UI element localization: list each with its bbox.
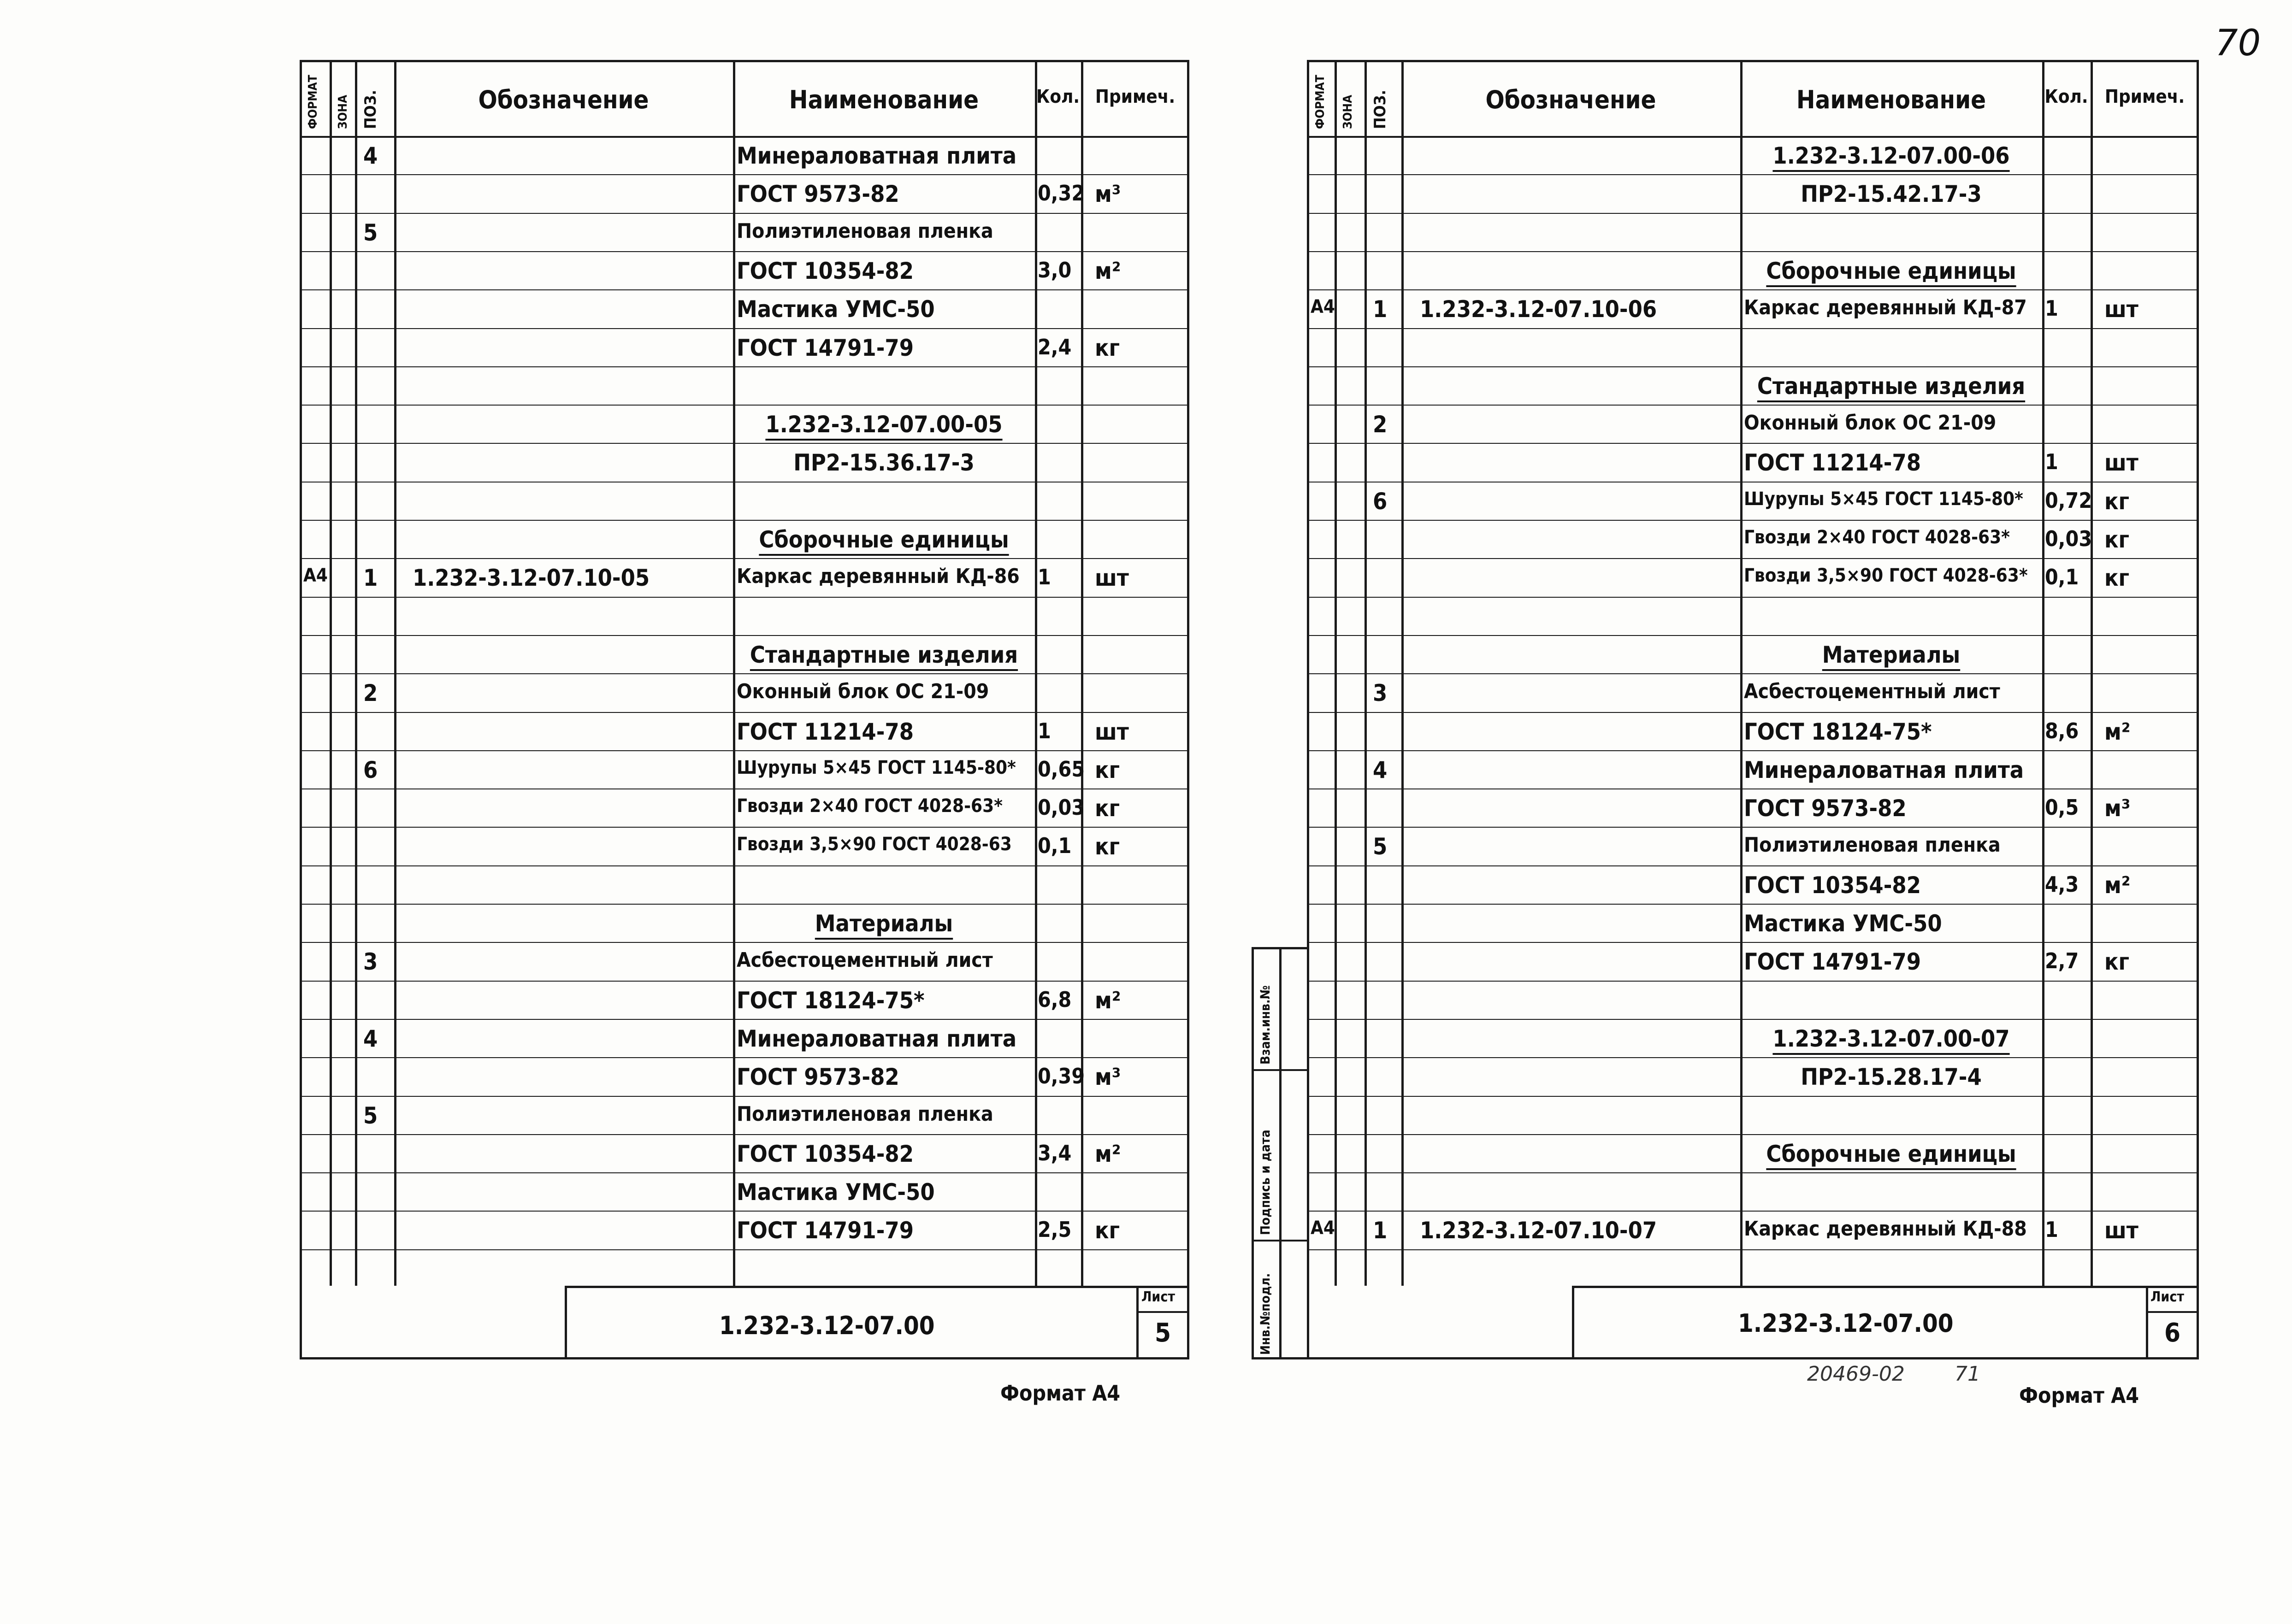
row-name: 1.232-3.12-07.00-05 — [765, 411, 1003, 438]
row-rule — [1307, 520, 2199, 521]
row-name: ГОСТ 18124-75* — [737, 987, 925, 1014]
row-rule — [300, 981, 1189, 982]
row-rule — [1307, 1019, 2199, 1020]
row-rule — [1307, 597, 2199, 598]
row-rule — [300, 1211, 1189, 1212]
row-rule — [1307, 981, 2199, 982]
row-rule — [1307, 443, 2199, 444]
column-rule — [733, 60, 735, 1286]
header-rule — [1307, 136, 2199, 138]
row-rule — [300, 673, 1189, 674]
row-unit: кг — [2104, 948, 2130, 976]
row-quantity: 0,03 — [1038, 795, 1085, 820]
row-quantity: 0,1 — [2045, 565, 2079, 590]
row-unit: шт — [1095, 565, 1129, 592]
row-unit: шт — [2104, 1217, 2138, 1244]
row-name: ГОСТ 10354-82 — [1744, 871, 1921, 899]
row-unit: кг — [1095, 795, 1120, 822]
row-name: Минераловатная плита — [737, 1025, 1017, 1052]
row-quantity: 1 — [2045, 296, 2058, 321]
row-name: Гвозди 2×40 ГОСТ 4028-63* — [1744, 527, 2010, 548]
row-rule — [300, 904, 1189, 905]
row-rule — [1307, 673, 2199, 674]
header-name: Наименование — [789, 85, 979, 114]
row-rule — [1307, 788, 2199, 789]
row-unit: кг — [2104, 565, 2130, 592]
row-quantity: 6,8 — [1038, 987, 1072, 1012]
row-unit: кг — [1095, 1217, 1120, 1244]
handwritten-code: 20469-02 — [1807, 1362, 1905, 1386]
row-rule — [1307, 827, 2199, 828]
row-quantity: 0,65 — [1038, 756, 1085, 782]
row-rule — [1307, 635, 2199, 636]
row-rule — [300, 827, 1189, 828]
row-designation: 1.232-3.12-07.10-06 — [1420, 296, 1657, 323]
row-rule — [1307, 1211, 2199, 1212]
row-rule — [300, 750, 1189, 751]
row-unit: шт — [2104, 449, 2138, 477]
row-name: Гвозди 2×40 ГОСТ 4028-63* — [737, 795, 1003, 817]
row-rule — [300, 289, 1189, 290]
row-rule — [1307, 1172, 2199, 1173]
row-quantity: 2,7 — [2045, 948, 2079, 974]
row-rule — [1307, 1249, 2199, 1250]
row-quantity: 0,39 — [1038, 1064, 1085, 1089]
row-position: 5 — [363, 1102, 378, 1129]
row-quantity: 1 — [2045, 449, 2058, 475]
row-designation: 1.232-3.12-07.10-05 — [413, 565, 650, 592]
column-rule — [355, 60, 357, 1286]
row-unit: кг — [2104, 488, 2130, 515]
header-designation: Обозначение — [1485, 85, 1656, 114]
row-quantity: 1 — [1038, 718, 1051, 743]
column-rule — [1365, 60, 1367, 1286]
row-name: ПР2-15.42.17-3 — [1801, 181, 1982, 208]
row-unit: кг — [1095, 833, 1120, 860]
row-position: 1 — [1373, 1217, 1388, 1244]
column-rule — [1335, 60, 1337, 1286]
row-name: Мастика УМС-50 — [737, 296, 935, 323]
row-name: ГОСТ 10354-82 — [737, 1140, 914, 1167]
header-qty: Кол. — [2044, 86, 2088, 107]
row-position: 4 — [363, 142, 378, 169]
row-name: Оконный блок ОС 21-09 — [737, 680, 989, 704]
row-position: 5 — [363, 219, 378, 246]
row-unit: м² — [1095, 987, 1121, 1014]
row-name: ГОСТ 9573-82 — [737, 1064, 899, 1091]
sheet-number-right: 6 — [2164, 1318, 2181, 1348]
column-rule — [1740, 60, 1743, 1286]
row-name: Сборочные единицы — [1766, 257, 2016, 284]
row-name: ГОСТ 18124-75* — [1744, 718, 1932, 745]
row-quantity: 0,1 — [1038, 833, 1072, 859]
row-rule — [300, 520, 1189, 521]
row-rule — [300, 1172, 1189, 1173]
row-rule — [1307, 289, 2199, 290]
row-quantity: 1 — [2045, 1217, 2058, 1242]
row-unit: м² — [2104, 871, 2131, 899]
row-rule — [300, 213, 1189, 214]
row-name: Минераловатная плита — [1744, 756, 2024, 783]
row-name: Шурупы 5×45 ГОСТ 1145-80* — [737, 757, 1016, 778]
row-name: Асбестоцементный лист — [1744, 680, 2000, 704]
row-rule — [300, 558, 1189, 559]
row-position: 1 — [363, 565, 378, 592]
row-name: Каркас деревянный КД-86 — [737, 565, 1020, 588]
header-format: ФОРМАТ — [1313, 75, 1327, 129]
sheet-number-left: 5 — [1155, 1318, 1171, 1348]
row-name: Гвозди 3,5×90 ГОСТ 4028-63* — [1744, 565, 2028, 587]
header-qty: Кол. — [1036, 86, 1080, 107]
sheet-label-right: Лист — [2150, 1289, 2184, 1305]
row-name: Оконный блок ОС 21-09 — [1744, 411, 1997, 435]
row-name: ГОСТ 11214-78 — [737, 718, 914, 745]
row-format: А4 — [1311, 296, 1335, 318]
row-format: А4 — [1311, 1218, 1335, 1239]
header-format: ФОРМАТ — [306, 75, 320, 129]
row-unit: шт — [1095, 718, 1129, 745]
row-rule — [1307, 904, 2199, 905]
row-name: Каркас деревянный КД-87 — [1744, 296, 2027, 320]
format-label-right: Формат А4 — [2019, 1383, 2139, 1408]
row-quantity: 3,0 — [1038, 257, 1072, 282]
row-name: ГОСТ 10354-82 — [737, 257, 914, 284]
row-name: Мастика УМС-50 — [737, 1179, 935, 1206]
row-name: Полиэтиленовая пленка — [737, 219, 993, 243]
row-name: Полиэтиленовая пленка — [1744, 833, 2001, 857]
row-quantity: 0,03 — [2045, 526, 2092, 551]
row-quantity: 0,32 — [1038, 181, 1085, 206]
row-rule — [300, 366, 1189, 367]
header-pos: ПОЗ. — [1371, 90, 1389, 129]
row-unit: м² — [1095, 1140, 1121, 1167]
sheet-label-left: Лист — [1141, 1289, 1175, 1305]
row-name: ГОСТ 9573-82 — [737, 181, 899, 208]
row-quantity: 8,6 — [2045, 718, 2079, 743]
row-position: 5 — [1373, 833, 1388, 860]
row-position: 6 — [363, 756, 378, 783]
column-rule — [330, 60, 332, 1286]
row-rule — [300, 1019, 1189, 1020]
row-rule — [1307, 366, 2199, 367]
row-rule — [300, 635, 1189, 636]
row-name: Полиэтиленовая пленка — [737, 1102, 993, 1126]
row-name: Мастика УМС-50 — [1744, 910, 1942, 937]
column-rule — [2091, 60, 2093, 1286]
column-rule — [2042, 60, 2044, 1286]
row-unit: кг — [1095, 334, 1120, 361]
header-note: Примеч. — [1095, 86, 1176, 107]
row-name: Каркас деревянный КД-88 — [1744, 1217, 2027, 1241]
row-name: ГОСТ 14791-79 — [1744, 948, 1921, 976]
row-rule — [300, 712, 1189, 713]
row-name: Сборочные единицы — [759, 526, 1009, 553]
row-rule — [300, 865, 1189, 866]
row-designation: 1.232-3.12-07.10-07 — [1420, 1217, 1657, 1244]
format-label-left: Формат А4 — [1000, 1381, 1121, 1406]
row-name: Материалы — [815, 910, 953, 937]
header-name: Наименование — [1796, 85, 1986, 114]
row-name: ПР2-15.36.17-3 — [793, 449, 975, 477]
row-quantity: 0,5 — [2045, 795, 2079, 820]
row-name: Асбестоцементный лист — [737, 948, 993, 972]
header-note: Примеч. — [2104, 86, 2185, 107]
row-name: ГОСТ 11214-78 — [1744, 449, 1921, 477]
row-name: Стандартные изделия — [750, 641, 1018, 668]
footer-code-left: 1.232-3.12-07.00 — [719, 1311, 935, 1340]
row-position: 3 — [363, 948, 378, 976]
row-rule — [1307, 328, 2199, 329]
side-stamp-sign: Подпись и дата — [1258, 1130, 1273, 1235]
row-name: ГОСТ 9573-82 — [1744, 795, 1907, 822]
row-unit: м³ — [2104, 795, 2131, 822]
side-stamp-replace: Взам.инв.№ — [1258, 985, 1273, 1065]
row-rule — [1307, 712, 2199, 713]
row-unit: кг — [1095, 756, 1120, 783]
column-rule — [1401, 60, 1404, 1286]
row-unit: м³ — [1095, 181, 1121, 208]
handwritten-num: 71 — [1955, 1362, 1980, 1386]
row-name: Сборочные единицы — [1766, 1140, 2016, 1167]
row-quantity: 1 — [1038, 565, 1051, 590]
row-name: Минераловатная плита — [737, 142, 1017, 169]
row-position: 1 — [1373, 296, 1388, 323]
row-rule — [300, 251, 1189, 252]
column-rule — [1035, 60, 1037, 1286]
header-pos: ПОЗ. — [361, 90, 380, 129]
row-name: Гвозди 3,5×90 ГОСТ 4028-63 — [737, 834, 1012, 855]
row-rule — [1307, 174, 2199, 175]
row-rule — [300, 328, 1189, 329]
row-name: ГОСТ 14791-79 — [737, 1217, 914, 1244]
row-position: 2 — [1373, 411, 1388, 438]
row-name: Шурупы 5×45 ГОСТ 1145-80* — [1744, 488, 2023, 510]
row-quantity: 4,3 — [2045, 871, 2079, 897]
row-name: ГОСТ 14791-79 — [737, 334, 914, 361]
row-name: 1.232-3.12-07.00-07 — [1772, 1025, 2010, 1052]
row-rule — [1307, 213, 2199, 214]
row-rule — [300, 1057, 1189, 1058]
row-position: 3 — [1373, 680, 1388, 707]
row-position: 6 — [1373, 488, 1388, 515]
row-unit: м³ — [1095, 1064, 1121, 1091]
header-rule — [300, 136, 1189, 138]
row-unit: м² — [1095, 257, 1121, 284]
row-position: 4 — [1373, 756, 1388, 783]
row-rule — [1307, 865, 2199, 866]
row-quantity: 3,4 — [1038, 1140, 1072, 1165]
row-rule — [300, 443, 1189, 444]
row-rule — [300, 1096, 1189, 1097]
page-number: 70 — [2215, 23, 2261, 64]
column-rule — [1081, 60, 1083, 1286]
row-name: ПР2-15.28.17-4 — [1801, 1064, 1982, 1091]
row-rule — [300, 405, 1189, 406]
row-rule — [300, 174, 1189, 175]
row-unit: кг — [2104, 526, 2130, 553]
row-rule — [300, 942, 1189, 943]
row-rule — [300, 1249, 1189, 1250]
row-rule — [1307, 405, 2199, 406]
header-zone: ЗОНА — [1341, 94, 1355, 129]
row-format: А4 — [303, 565, 328, 587]
row-quantity: 2,4 — [1038, 334, 1072, 359]
row-quantity: 0,72 — [2045, 488, 2092, 513]
row-position: 2 — [363, 680, 378, 707]
column-rule — [394, 60, 396, 1286]
header-designation: Обозначение — [478, 85, 649, 114]
row-rule — [1307, 942, 2199, 943]
header-zone: ЗОНА — [336, 94, 350, 129]
row-name: 1.232-3.12-07.00-06 — [1772, 142, 2010, 169]
row-rule — [300, 597, 1189, 598]
row-unit: м² — [2104, 718, 2131, 745]
row-rule — [300, 788, 1189, 789]
footer-code-right: 1.232-3.12-07.00 — [1738, 1309, 1954, 1338]
side-stamp-inv: Инв.№подл. — [1258, 1273, 1273, 1355]
row-rule — [1307, 1057, 2199, 1058]
row-name: Стандартные изделия — [1757, 372, 2026, 400]
row-rule — [1307, 1096, 2199, 1097]
row-rule — [1307, 1134, 2199, 1135]
row-quantity: 2,5 — [1038, 1217, 1072, 1242]
row-name: Материалы — [1822, 641, 1961, 668]
row-rule — [1307, 750, 2199, 751]
row-rule — [300, 1134, 1189, 1135]
row-rule — [1307, 251, 2199, 252]
row-unit: шт — [2104, 296, 2138, 323]
row-rule — [1307, 558, 2199, 559]
row-position: 4 — [363, 1025, 378, 1052]
